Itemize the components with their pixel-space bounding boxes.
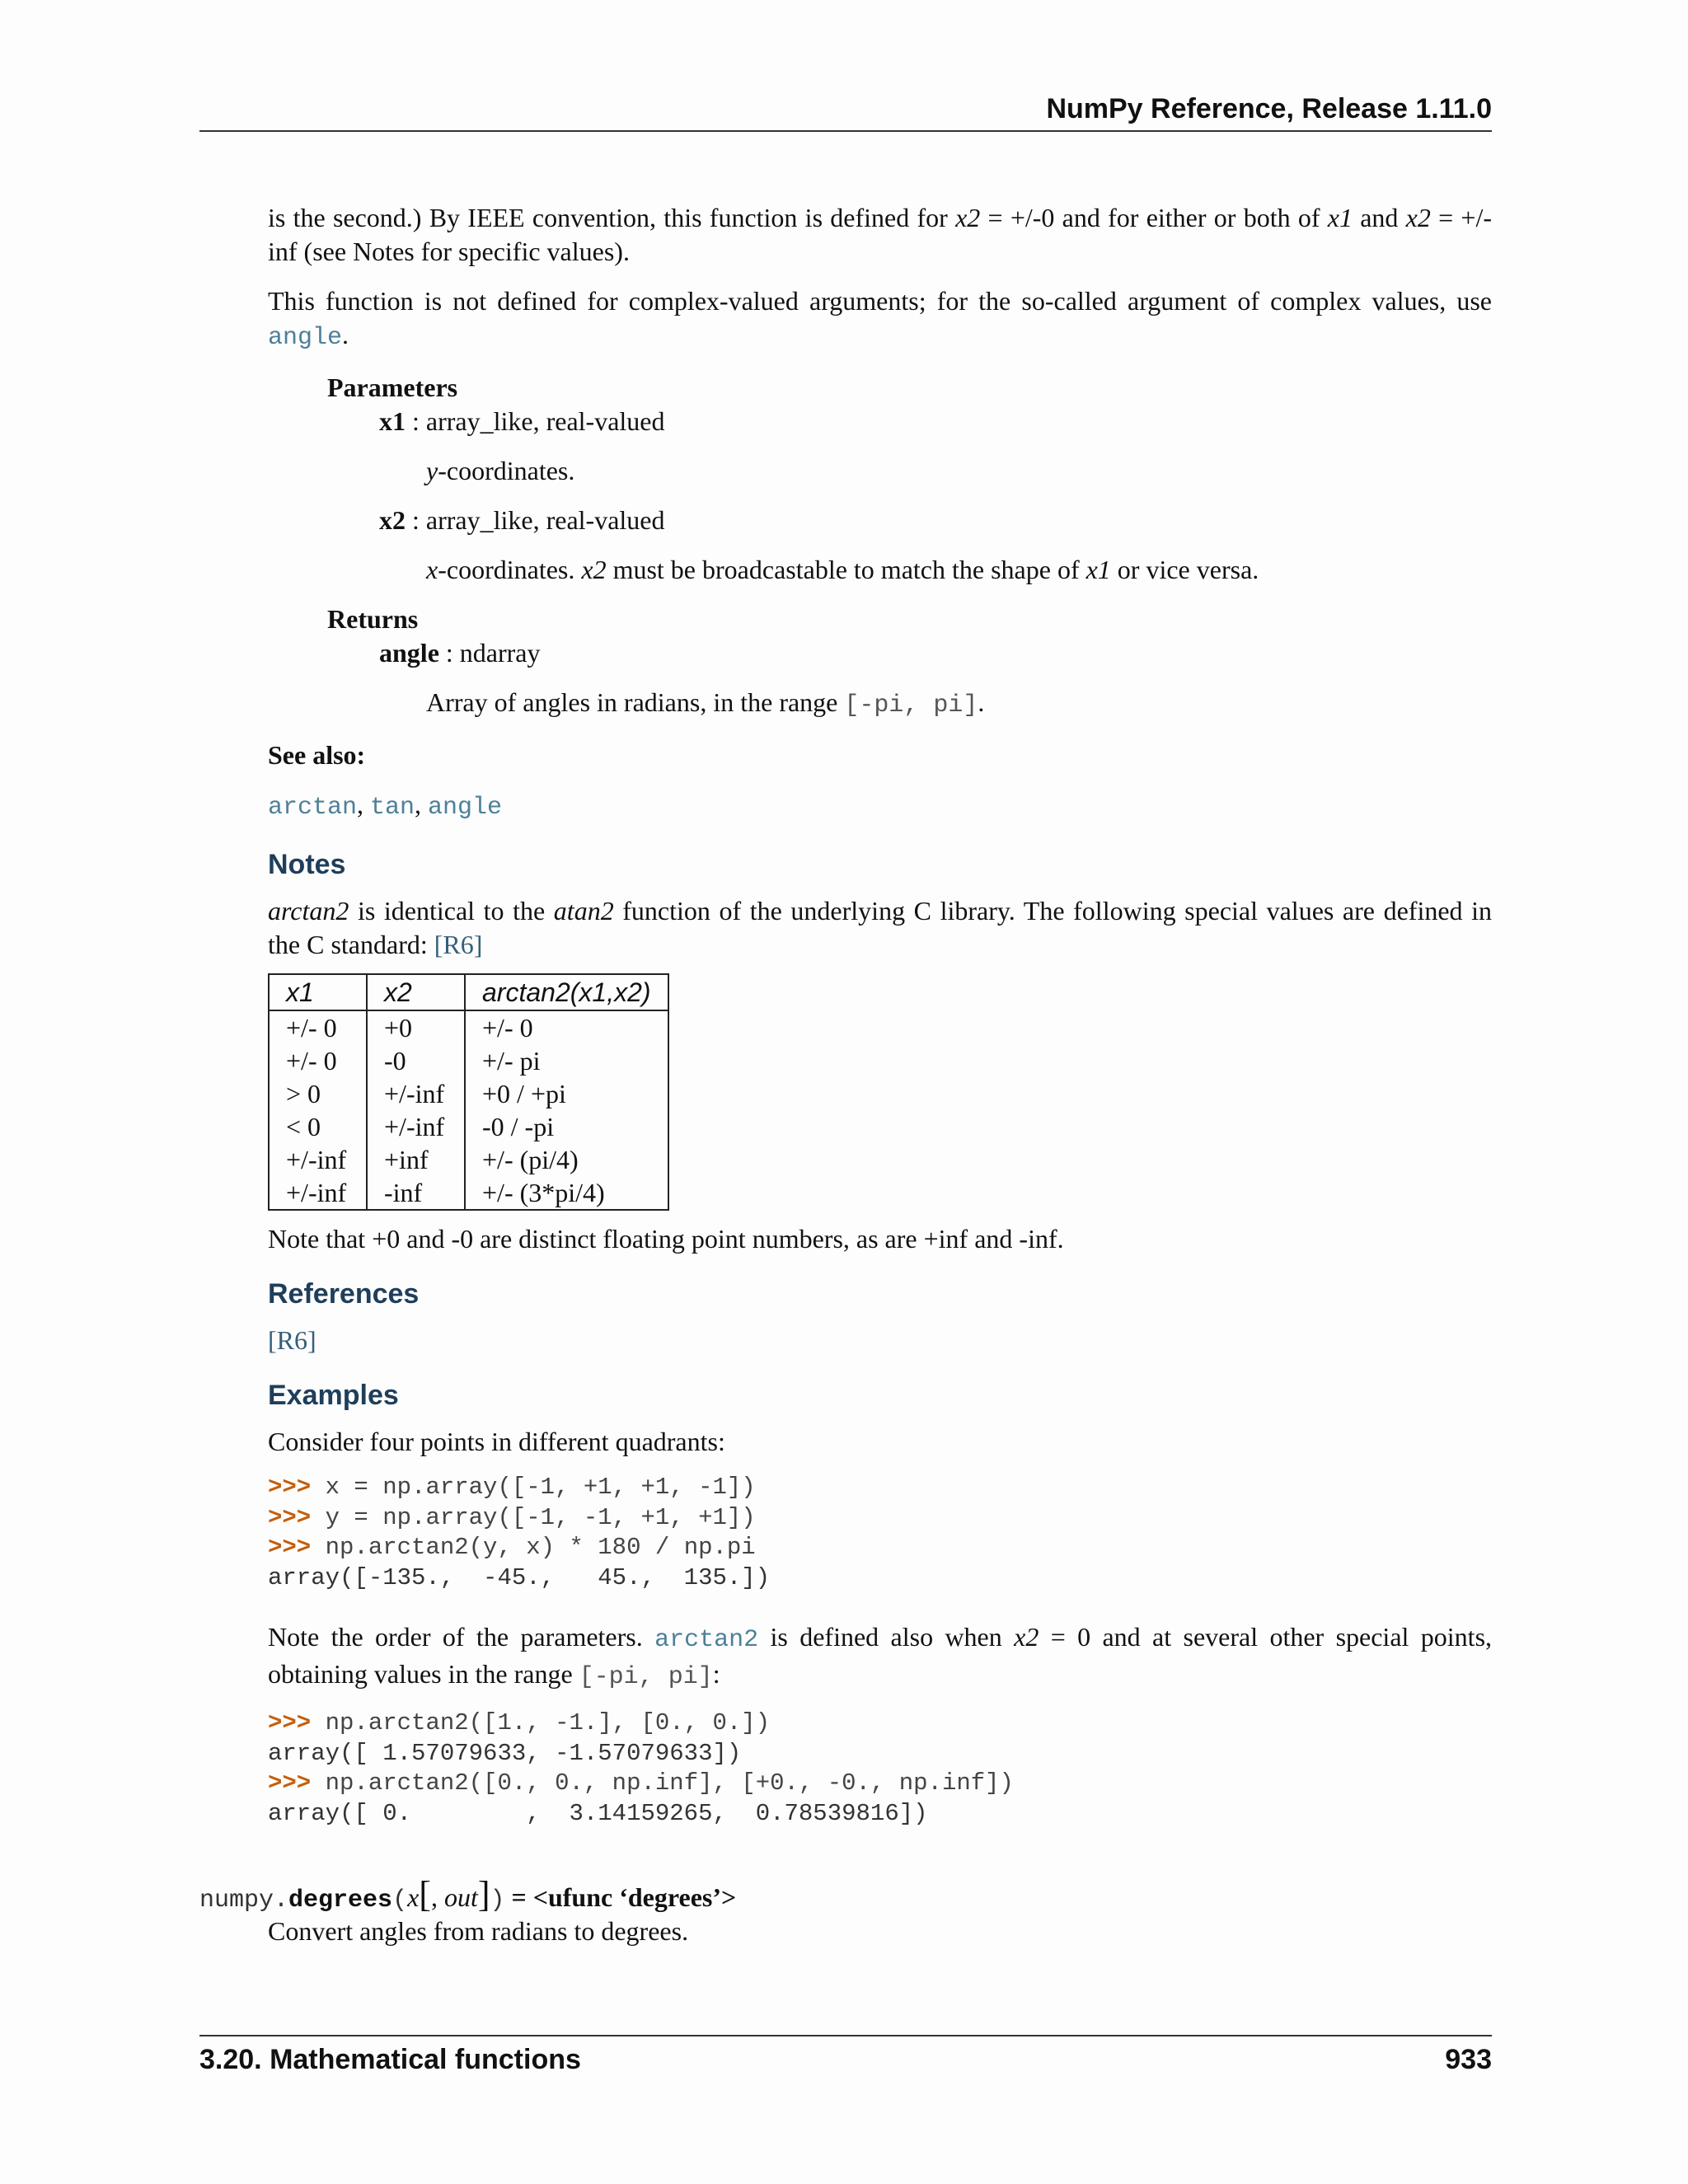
examples-intro: Consider four points in different quadrants: (268, 1427, 725, 1456)
function-signature (199, 1874, 737, 1919)
table-cell: +/- (pi/4) (465, 1143, 668, 1176)
separator: , (415, 790, 429, 819)
return-type: : ndarray (438, 638, 541, 668)
code-range: [-pi, pi] (844, 691, 978, 719)
text: = +/-0 and for either or both of (980, 203, 1328, 232)
table-row (269, 1044, 668, 1077)
returns-label: Returns (327, 604, 419, 634)
return-angle (379, 636, 1492, 670)
prompt: >>> (268, 1709, 326, 1736)
text: . (342, 320, 349, 349)
signature-arg: x (407, 1882, 420, 1912)
table-header: arctan2(x1,x2) (465, 974, 668, 1010)
table-cell: +/-inf (269, 1143, 367, 1176)
signature-sep: , (430, 1882, 444, 1912)
var-x2: x2 (955, 203, 981, 232)
text: must be broadcastable to match the shape of (606, 555, 1086, 584)
text: . (978, 687, 985, 717)
prompt: >>> (268, 1769, 326, 1797)
text: Note the order of the parameters. (268, 1622, 655, 1652)
text: Array of angles in radians, in the range (426, 687, 845, 717)
param-name: x1 (379, 406, 406, 436)
examples-heading: Examples (268, 1380, 399, 1411)
table-header-row (269, 974, 668, 1010)
table-row (269, 1110, 668, 1143)
table-row (269, 1143, 668, 1176)
table-header: x2 (367, 974, 465, 1010)
separator: , (357, 790, 371, 819)
references-list (268, 1324, 1492, 1357)
intro-paragraph-2 (268, 284, 1492, 355)
table-cell: +0 (367, 1010, 465, 1044)
arctan-link[interactable]: arctan (268, 794, 358, 822)
code-output: array([ 1.57079633, -1.57079633]) (268, 1739, 742, 1767)
table-header: x1 (269, 974, 367, 1010)
param-type: : array_like, real-valued (406, 406, 665, 436)
signature-description: Convert angles from radians to degrees. (268, 1916, 689, 1946)
code-output: array([ 0. , 3.14159265, 0.78539816]) (268, 1799, 928, 1827)
returns-section (268, 602, 1492, 723)
param-x1 (379, 405, 1492, 438)
code-block-1 (268, 1473, 1492, 1593)
table-cell: > 0 (269, 1077, 367, 1110)
notes-paragraph (268, 894, 1492, 962)
table-cell: +/-inf (367, 1110, 465, 1143)
signature-paren: ( (392, 1886, 408, 1915)
code-line: np.arctan2([1., -1.], [0., 0.]) (325, 1709, 771, 1736)
prompt: >>> (268, 1503, 326, 1531)
running-header: NumPy Reference, Release 1.11.0 (1046, 93, 1492, 124)
angle-link[interactable]: angle (428, 794, 503, 822)
see-also-label: See also: (268, 740, 366, 770)
table-cell: +/-inf (367, 1077, 465, 1110)
table-cell: +/- pi (465, 1044, 668, 1077)
code-output: array([-135., -45., 45., 135.]) (268, 1563, 771, 1591)
table-cell: +/- 0 (465, 1010, 668, 1044)
arctan2-link[interactable]: arctan2 (654, 1626, 759, 1654)
reference-r6-link[interactable]: [R6] (268, 1325, 316, 1355)
var-x1: x1 (1327, 203, 1353, 232)
return-desc (426, 686, 1492, 723)
prompt: >>> (268, 1534, 326, 1561)
param-name: x2 (379, 505, 406, 535)
param-x2-desc (426, 553, 1492, 587)
citation-link-r6[interactable]: [R6] (434, 930, 483, 959)
code-line: x = np.array([-1, +1, +1, -1]) (325, 1474, 756, 1501)
footer-rule (199, 2035, 1492, 2036)
text: and (1352, 203, 1406, 232)
var: x2 (581, 555, 607, 584)
parameters-section (268, 371, 1492, 587)
code-range: [-pi, pi] (579, 1663, 713, 1691)
tan-link[interactable]: tan (370, 794, 415, 822)
see-also-links (268, 788, 1492, 825)
table-row (269, 1077, 668, 1110)
signature-function-name: degrees (288, 1886, 393, 1915)
var: y (426, 456, 438, 485)
signature-optional-arg: out (443, 1882, 478, 1912)
code-line: np.arctan2([0., 0., np.inf], [+0., -0., np.inf]) (325, 1769, 1014, 1797)
table-row (269, 1176, 668, 1210)
func-name: atan2 (553, 896, 614, 926)
func-name: arctan2 (268, 896, 349, 926)
text: or vice versa. (1110, 555, 1259, 584)
main-content (268, 201, 1492, 1856)
table-cell: +/- 0 (269, 1044, 367, 1077)
table-cell: < 0 (269, 1110, 367, 1143)
footer-section-title: 3.20. Mathematical functions (199, 2044, 581, 2075)
text: -coordinates. (438, 555, 582, 584)
header-rule (199, 130, 1492, 132)
param-x1-desc (426, 454, 1492, 488)
var: x (426, 555, 438, 584)
signature-module: numpy. (199, 1886, 289, 1915)
param-type: : array_like, real-valued (406, 505, 665, 535)
table-cell: +0 / +pi (465, 1077, 668, 1110)
text: function of the underlying C library. The following special values are defined in the C standard: (268, 896, 1493, 959)
notes-after-table: Note that +0 and -0 are distinct floating point numbers, as are +inf and -inf. (268, 1224, 1064, 1254)
signature-paren: ) (490, 1886, 505, 1915)
text: = +/-inf (see Notes for specific values). (268, 203, 1493, 266)
code-line: y = np.array([-1, -1, +1, +1]) (325, 1503, 756, 1531)
table-cell: -inf (367, 1176, 465, 1210)
signature-bracket: ] (477, 1874, 490, 1915)
signature-ufunc: = <ufunc ‘degrees’> (504, 1882, 737, 1912)
code-block-2 (268, 1708, 1492, 1829)
text: is defined also when (758, 1622, 1015, 1652)
page-number: 933 (1445, 2044, 1492, 2075)
signature-bracket: [ (419, 1874, 431, 1915)
return-name: angle (379, 638, 439, 668)
table-row (269, 1010, 668, 1044)
table-cell: -0 (367, 1044, 465, 1077)
intro-paragraph-1 (268, 201, 1492, 269)
text: This function is not defined for complex-valued arguments; for the so-called argument of complex values, use (268, 286, 1492, 316)
param-x2 (379, 504, 1492, 537)
table-cell: +inf (367, 1143, 465, 1176)
text: is the second.) By IEEE convention, this function is defined for (268, 203, 956, 232)
examples-mid-paragraph (268, 1620, 1492, 1694)
var-x2: x2 (1014, 1622, 1039, 1652)
text: : (712, 1659, 720, 1689)
table-cell: -0 / -pi (465, 1110, 668, 1143)
angle-link[interactable]: angle (268, 324, 343, 352)
table-cell: +/- (3*pi/4) (465, 1176, 668, 1210)
table-cell: +/- 0 (269, 1010, 367, 1044)
text: is identical to the (349, 896, 554, 926)
prompt: >>> (268, 1474, 326, 1501)
var-x2: x2 (1405, 203, 1431, 232)
special-values-table (268, 973, 669, 1211)
text: -coordinates. (438, 456, 575, 485)
notes-heading: Notes (268, 849, 346, 880)
code-line: np.arctan2(y, x) * 180 / np.pi (325, 1534, 756, 1561)
parameters-label: Parameters (327, 373, 458, 402)
references-heading: References (268, 1278, 420, 1310)
var: x1 (1085, 555, 1111, 584)
table-cell: +/-inf (269, 1176, 367, 1210)
text: = 0 and at several other special points, obtaining values in the range (268, 1622, 1493, 1689)
